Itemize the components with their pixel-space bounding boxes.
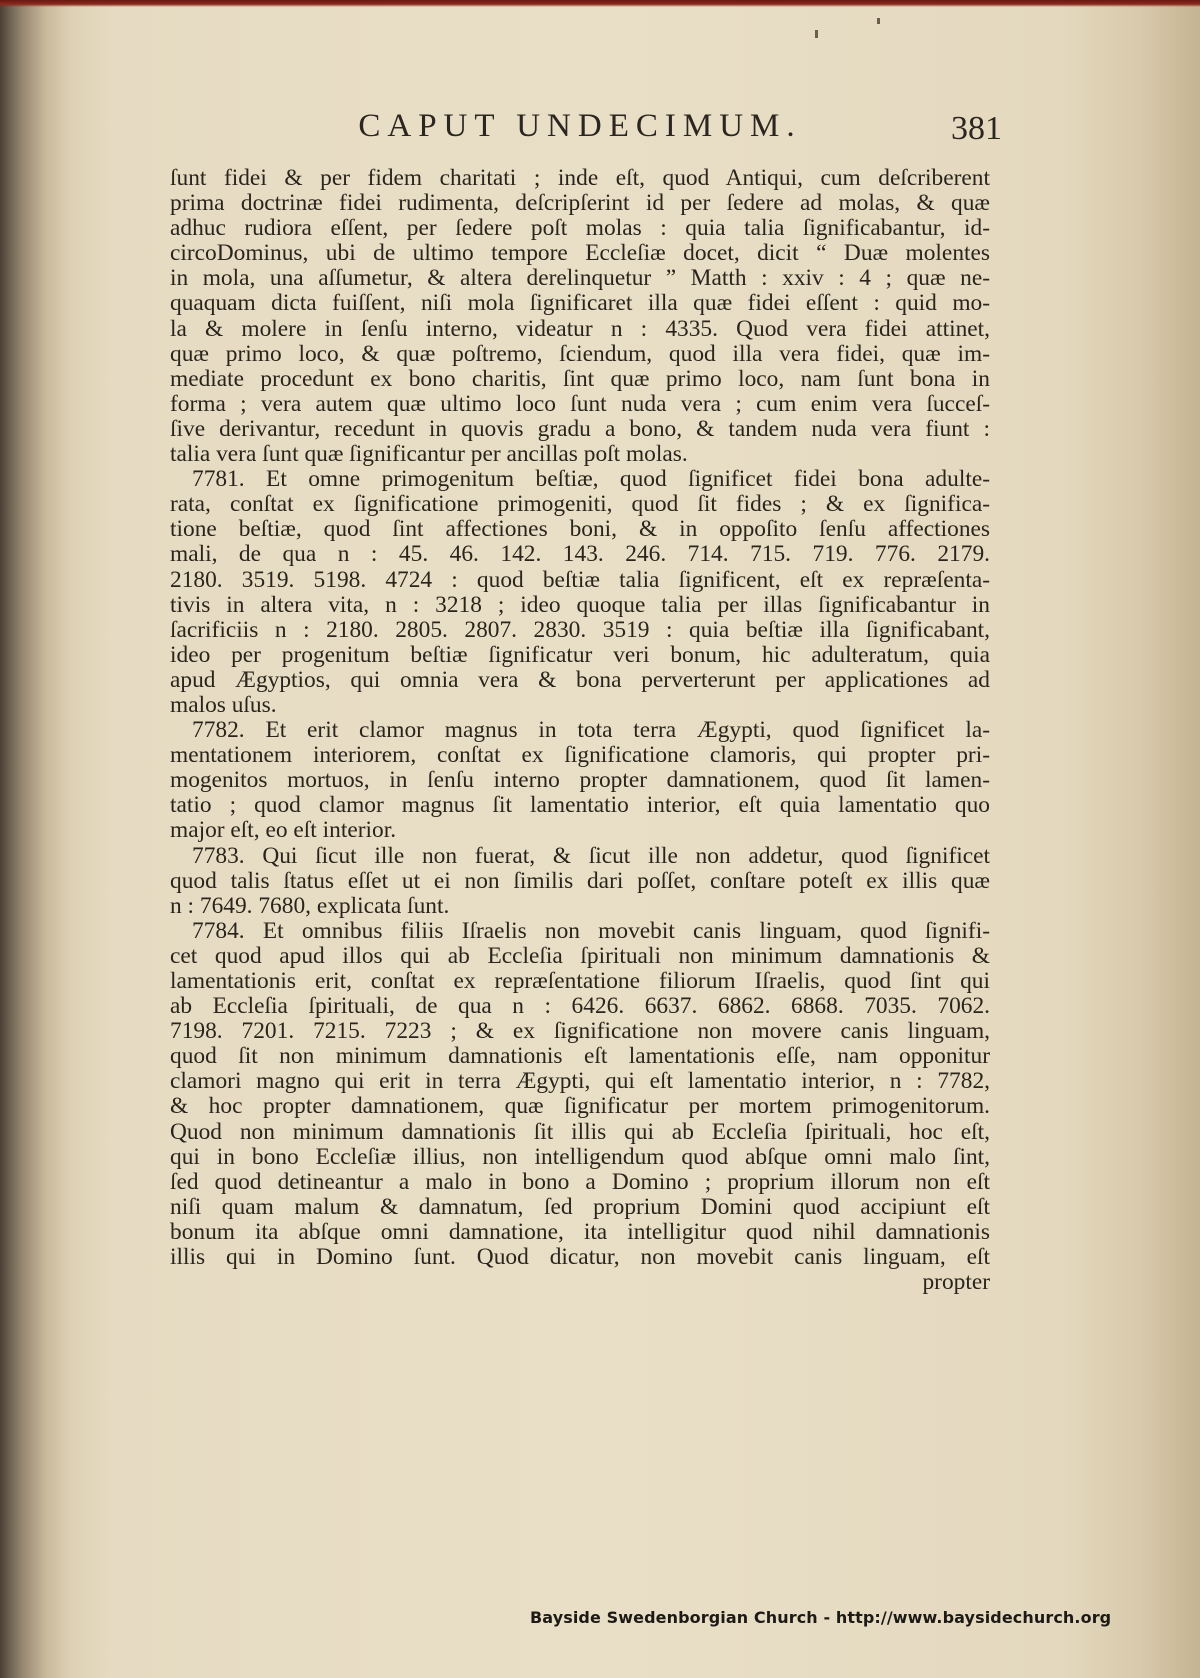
- text-line: tatio ; quod clamor magnus ſit lamentatio interior, eſt quia lamentatio quo: [170, 792, 990, 819]
- text-line: niſi quam malum & damnatum, ſed proprium Domini quod accipiunt eſt: [170, 1193, 990, 1220]
- text-line: ſed quod detineantur a malo in bono a Domino ; proprium illorum non eſt: [170, 1168, 990, 1195]
- text-line: 7784. Et omnibus filiis Iſraelis non movebit canis linguam, quod ſignifi-: [192, 917, 990, 944]
- body-text: [170, 166, 990, 1270]
- text-line: mali, de qua n : 45. 46. 142. 143. 246. 714. 715. 719. 776. 2179.: [170, 541, 990, 568]
- paragraph: [170, 718, 990, 843]
- text-line: apud Ægyptios, qui omnia vera & bona perverterunt per applicationes ad: [170, 666, 990, 693]
- catchword: propter: [922, 1269, 990, 1296]
- text-line: tivis in altera vita, n : 3218 ; ideo quoque talia per illas ſignificabantur in: [170, 591, 990, 618]
- text-line: forma ; vera autem quæ ultimo loco ſunt nuda vera ; cum enim vera ſucceſ-: [170, 390, 990, 417]
- paragraph: [170, 166, 990, 467]
- text-line: 7781. Et omne primogenitum beſtiæ, quod ſignificet fidei bona adulte-: [192, 466, 990, 493]
- text-line: bonum ita abſque omni damnatione, ita intelligitur quod nihil damnationis: [170, 1218, 990, 1245]
- paragraph: [170, 844, 990, 919]
- ink-speck: [815, 30, 818, 38]
- text-line: major eſt, eo eſt interior.: [170, 817, 397, 844]
- page-number: 381: [951, 110, 1002, 147]
- text-line: malos uſus.: [170, 691, 277, 718]
- text-line: rata, conſtat ex ſignificatione primogeniti, quod ſit fides ; & ex ſignifica-: [170, 491, 990, 518]
- text-line: lamentationis erit, conſtat ex repræſentatione filiorum Iſraelis, quod ſint qui: [170, 968, 990, 994]
- paragraph: [170, 919, 990, 1270]
- text-line: clamori magno qui erit in terra Ægypti, qui eſt lamentatio interior, n : 7782,: [170, 1068, 990, 1095]
- text-line: n : 7649. 7680, explicata ſunt.: [170, 892, 450, 919]
- text-line: 7782. Et erit clamor magnus in tota terra Ægypti, quod ſignificet la-: [192, 717, 990, 744]
- page-top-edge: [0, 0, 1200, 7]
- text-line: ſive derivantur, recedunt in quovis gradu a bono, & tandem nuda vera fiunt :: [170, 415, 990, 442]
- text-line: mediate procedunt ex bono charitis, ſint quæ primo loco, nam ſunt bona in: [170, 365, 990, 392]
- text-line: mentationem interiorem, conſtat ex ſignificatione clamoris, qui propter pri-: [170, 742, 990, 769]
- text-line: circoDominus, ubi de ultimo tempore Eccleſiæ docet, dicit “ Duæ molentes: [170, 240, 990, 267]
- text-line: ideo per progenitum beſtiæ ſignificatur veri bonum, hic adulteratum, quia: [170, 641, 990, 668]
- text-line: illis qui in Domino ſunt. Quod dicatur, non movebit canis linguam, eſt: [170, 1244, 990, 1271]
- text-line: cet quod apud illos qui ab Eccleſia ſpirituali non minimum damnationis &: [170, 942, 990, 969]
- paragraph: [170, 467, 990, 718]
- text-line: ſacrificiis n : 2180. 2805. 2807. 2830. 3519 : quia beſtiæ illa ſignificabant,: [170, 616, 990, 643]
- text-line: ab Eccleſia ſpirituali, de qua n : 6426. 6637. 6862. 6868. 7035. 7062.: [170, 993, 990, 1020]
- text-line: tione beſtiæ, quod ſint affectiones boni, & in oppoſito ſenſu affectiones: [170, 516, 990, 543]
- text-line: quæ primo loco, & quæ poſtremo, ſciendum, quod illa vera fidei, quæ im-: [170, 340, 990, 367]
- text-line: 7783. Qui ſicut ille non fuerat, & ſicut ille non addetur, quod ſignificet: [192, 842, 990, 869]
- text-line: qui in bono Eccleſiæ illius, non intelligendum quod abſque omni malo ſint,: [170, 1143, 990, 1170]
- text-line: 2180. 3519. 5198. 4724 : quod beſtiæ talia ſignificent, eſt ex repræſenta-: [170, 566, 990, 593]
- text-line: mogenitos mortuos, in ſenſu interno propter damnationem, quod ſit lamen-: [170, 767, 990, 794]
- book-page: [170, 108, 1002, 1296]
- text-line: & hoc propter damnationem, quæ ſignificatur per mortem primogenitorum.: [170, 1093, 990, 1120]
- running-head: [170, 108, 1002, 158]
- text-line: in mola, una aſſumetur, & altera derelinquetur ” Matth : xxiv : 4 ; quæ ne-: [170, 265, 990, 292]
- text-line: prima doctrinæ fidei rudimenta, deſcripſerint id per ſedere ad molas, & quæ: [170, 190, 990, 217]
- text-line: quaquam dicta fuiſſent, niſi mola ſignificaret illa quæ fidei eſſent : quid mo-: [170, 290, 990, 317]
- text-line: quod ſit non minimum damnationis eſt lamentationis eſſe, nam opponitur: [170, 1043, 990, 1070]
- text-line: ſunt fidei & per fidem charitati ; inde eſt, quod Antiqui, cum deſcriberent: [170, 165, 990, 191]
- footer-credit: Bayside Swedenborgian Church - http://www.baysidechurch.org: [530, 1608, 1112, 1627]
- ink-speck: [877, 18, 880, 24]
- text-line: talia vera ſunt quæ ſignificantur per ancillas poſt molas.: [170, 441, 688, 468]
- text-line: quod talis ſtatus eſſet ut ei non ſimilis dari poſſet, conſtare poteſt ex illis quæ: [170, 867, 990, 894]
- text-line: 7198. 7201. 7215. 7223 ; & ex ſignificatione non movere canis linguam,: [170, 1018, 990, 1045]
- text-line: Quod non minimum damnationis ſit illis qui ab Eccleſia ſpirituali, hoc eſt,: [170, 1118, 990, 1145]
- chapter-title: CAPUT UNDECIMUM.: [358, 108, 802, 144]
- text-line: adhuc rudiora eſſent, per ſedere poſt molas : quia talia ſignificabantur, id-: [170, 215, 990, 242]
- text-line: la & molere in ſenſu interno, videatur n : 4335. Quod vera fidei attinet,: [170, 315, 990, 342]
